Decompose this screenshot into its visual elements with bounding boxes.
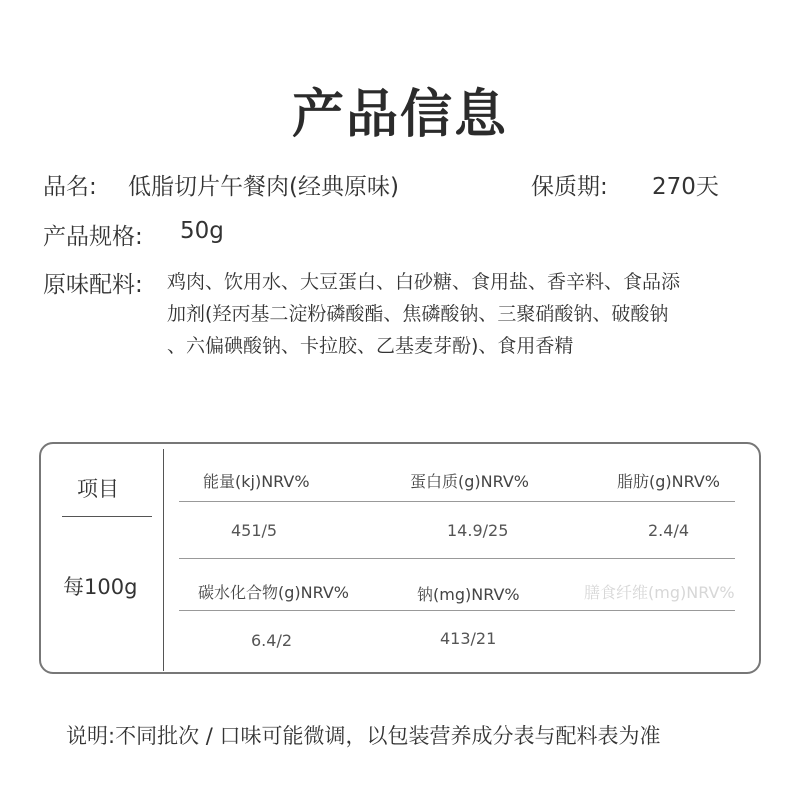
energy-header: 能量(kj)NRV% — [203, 472, 310, 491]
sodium-value: 413/21 — [440, 629, 497, 648]
product-name-label: 品名: — [43, 174, 97, 200]
protein-value: 14.9/25 — [447, 521, 509, 540]
ingredients-line: 、六偏碘酸钠、卡拉胶、乙基麦芽酚)、食用香精 — [167, 335, 574, 357]
dietary-fiber-header: 膳食纤维(mg)NRV% — [584, 583, 735, 602]
shelf-life-value: 270天 — [652, 174, 719, 200]
per-100g-label: 每100g — [63, 575, 138, 599]
footer-note: 说明:不同批次 / 口味可能微调，以包装营养成分表与配料表为准 — [66, 724, 661, 748]
item-header: 项目 — [77, 477, 119, 501]
product-name-value: 低脂切片午餐肉(经典原味) — [128, 174, 399, 200]
row-divider — [179, 501, 735, 502]
ingredients-line: 鸡肉、饮用水、大豆蛋白、白砂糖、食用盐、香辛料、食品添 — [167, 271, 681, 293]
spec-value: 50g — [180, 218, 224, 244]
ingredients-label: 原味配料: — [43, 272, 143, 298]
fat-header: 脂肪(g)NRV% — [617, 472, 721, 491]
protein-header: 蛋白质(g)NRV% — [410, 472, 530, 491]
fat-value: 2.4/4 — [648, 521, 690, 540]
shelf-life-label: 保质期: — [531, 174, 608, 200]
left-divider — [62, 516, 152, 517]
row-divider — [179, 610, 735, 611]
ingredients-line: 加剂(羟丙基二淀粉磷酸酯、焦磷酸钠、三聚硝酸钠、破酸钠 — [167, 303, 669, 325]
row-divider — [179, 558, 735, 559]
page-title: 产品信息 — [291, 85, 508, 145]
column-divider — [163, 449, 164, 671]
carbohydrate-header: 碳水化合物(g)NRV% — [198, 583, 350, 602]
energy-value: 451/5 — [231, 521, 278, 540]
carbohydrate-value: 6.4/2 — [251, 631, 293, 650]
spec-label: 产品规格: — [43, 224, 143, 250]
sodium-header: 钠(mg)NRV% — [417, 585, 520, 604]
